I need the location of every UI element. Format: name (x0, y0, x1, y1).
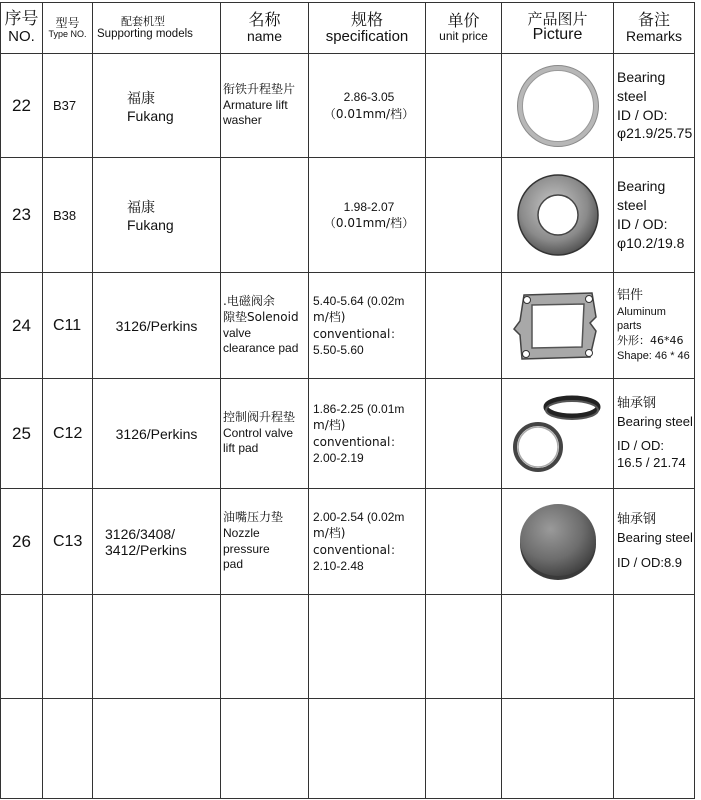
supporting-model: 3126/Perkins (93, 273, 221, 379)
empty-cell (221, 595, 309, 699)
table-row (1, 489, 695, 595)
header-name (221, 3, 309, 54)
supporting-model (93, 489, 221, 595)
remark-line: ID / OD: (617, 216, 668, 232)
product-name (221, 379, 309, 489)
row-number: 24 (1, 273, 43, 379)
product-name-cn: 控制阀升程垫 (223, 410, 296, 425)
header-pic-en: Picture (532, 26, 583, 44)
remark-line: steel (617, 87, 647, 104)
supporting-model-en: Fukang (127, 107, 174, 124)
empty-cell (93, 699, 221, 799)
supporting-model-cn: 福康 (127, 90, 155, 107)
product-name-en: lift pad (223, 441, 259, 456)
spec-conventional-label: conventional： (313, 434, 403, 449)
flat-washer-icon (515, 172, 601, 258)
remark-line: Aluminum (617, 305, 666, 318)
remark-line: parts (617, 320, 642, 333)
product-name (221, 273, 309, 379)
empty-cell (614, 595, 695, 699)
header-spec-en: specification (325, 27, 409, 45)
spec-step: （0.01mm/档） (323, 106, 415, 121)
header-rem-en: Remarks (625, 28, 682, 45)
spec-step: m/档) (313, 418, 346, 433)
table-row (1, 54, 695, 158)
remark-line: Bearing steel (617, 413, 693, 429)
empty-cell (1, 595, 43, 699)
specification (309, 273, 426, 379)
remark-line: ID / OD: (617, 106, 668, 123)
product-name (221, 489, 309, 595)
header-pic-cn: 产品图片 (527, 9, 588, 28)
empty-cell (426, 699, 502, 799)
header-price-cn: 单价 (447, 11, 480, 31)
table-row (1, 379, 695, 489)
remarks (614, 379, 695, 489)
product-name-en: pressure (223, 541, 270, 556)
product-name-en: Control valve (223, 425, 294, 440)
remark-line: Bearing (617, 68, 666, 85)
unit-price-cell (426, 489, 502, 595)
product-name-en: pad (223, 557, 244, 572)
header-type-en: Type NO. (48, 28, 87, 39)
table-row (1, 158, 695, 273)
header-remarks (614, 3, 695, 54)
spec-range: 1.86-2.25 (0.01m (313, 402, 405, 417)
empty-cell (43, 595, 93, 699)
row-number: 23 (1, 158, 43, 273)
remark-line: ID / OD: (617, 437, 664, 453)
supporting-model: 3126/Perkins (93, 379, 221, 489)
remarks (614, 489, 695, 595)
remarks (614, 273, 695, 379)
product-name-line: 隙垫Solenoid (223, 309, 299, 324)
header-no-cn: 序号 (4, 9, 39, 30)
empty-cell (309, 699, 426, 799)
header-type (43, 3, 93, 54)
type-number: C11 (43, 273, 93, 379)
header-specification (309, 3, 426, 54)
table-row-empty (1, 699, 695, 799)
unit-price-cell (426, 158, 502, 273)
type-number: B38 (43, 158, 93, 273)
product-name-line: .电磁阀余 (223, 294, 275, 309)
product-name (221, 158, 309, 273)
product-name-line: valve (223, 325, 252, 340)
header-price-en: unit price (439, 29, 488, 44)
remark-line: 外形：46*46 (617, 334, 684, 348)
unit-price-cell (426, 379, 502, 489)
empty-cell (426, 595, 502, 699)
row-number: 25 (1, 379, 43, 489)
supporting-model-line: 3412/Perkins (105, 541, 187, 558)
empty-cell (614, 699, 695, 799)
product-picture (502, 273, 614, 379)
remark-line: ID / OD:8.9 (617, 555, 683, 571)
header-rem-cn: 备注 (637, 10, 670, 30)
header-sup-en: Supporting models (97, 27, 193, 40)
remark-line: φ21.9/25.75 (617, 125, 693, 142)
solid-disc-icon (515, 499, 601, 585)
unit-price-cell (426, 273, 502, 379)
remarks (614, 158, 695, 273)
supporting-model (93, 54, 221, 158)
product-name-cn: 油嘴压力垫 (223, 510, 284, 525)
empty-cell (1, 699, 43, 799)
spec-conventional-label: conventional： (313, 542, 403, 557)
product-name (221, 54, 309, 158)
empty-cell (221, 699, 309, 799)
remark-line: 轴承钢 (617, 512, 657, 528)
product-name-en: Armature lift (223, 97, 288, 112)
remark-line: 铝件 (617, 288, 644, 304)
empty-cell (43, 699, 93, 799)
remark-line: φ10.2/19.8 (617, 234, 685, 251)
remark-line: 16.5 / 21.74 (617, 455, 686, 471)
specification (309, 379, 426, 489)
remark-line: Bearing (617, 178, 666, 195)
specification (309, 489, 426, 595)
specification (309, 158, 426, 273)
unit-price-cell (426, 54, 502, 158)
header-no-en: NO. (8, 28, 35, 46)
empty-cell (309, 595, 426, 699)
product-name-cn: 衔铁升程垫片 (223, 82, 296, 97)
product-name-en: washer (223, 113, 262, 128)
spec-range: 2.00-2.54 (0.02m (313, 510, 405, 525)
header-unit-price (426, 3, 502, 54)
spec-range: 5.40-5.64 (0.02m (313, 294, 405, 309)
specification (309, 54, 426, 158)
spec-range: 2.86-3.05 (343, 90, 395, 105)
table-row (1, 273, 695, 379)
empty-cell (502, 595, 614, 699)
lift-pad-rings-icon (508, 389, 608, 479)
header-name-cn: 名称 (248, 10, 281, 30)
thin-washer-ring-icon (515, 63, 601, 149)
spec-step: （0.01mm/档） (323, 216, 415, 230)
product-name-line: clearance pad (223, 341, 299, 356)
type-number: C13 (43, 489, 93, 595)
product-name-en: Nozzle (223, 525, 260, 540)
spec-conventional-label: conventional： (313, 326, 403, 341)
type-number: C12 (43, 379, 93, 489)
spec-step: m/档) (313, 310, 346, 325)
header-row (1, 3, 695, 54)
spec-range: 1.98-2.07 (343, 199, 395, 214)
header-sup-cn: 配套机型 (121, 15, 165, 29)
header-spec-cn: 规格 (350, 9, 383, 29)
header-name-en: name (246, 28, 283, 45)
spec-step: m/档) (313, 526, 346, 541)
empty-cell (502, 699, 614, 799)
remark-line: 轴承钢 (617, 396, 657, 412)
row-number: 26 (1, 489, 43, 595)
row-number: 22 (1, 54, 43, 158)
product-picture (502, 54, 614, 158)
type-number: B37 (43, 54, 93, 158)
product-picture (502, 379, 614, 489)
supporting-model-line: 3126/3408/ (105, 525, 176, 542)
spec-conventional-value: 2.10-2.48 (313, 558, 364, 573)
remark-line: Shape: 46 * 46 (617, 350, 690, 363)
remark-line: steel (617, 197, 647, 214)
remark-line: Bearing steel (617, 529, 693, 545)
header-type-cn: 型号 (55, 15, 80, 30)
product-picture (502, 158, 614, 273)
remarks (614, 54, 695, 158)
spec-conventional-value: 5.50-5.60 (313, 342, 364, 357)
product-table (0, 2, 695, 799)
spec-conventional-value: 2.00-2.19 (313, 450, 364, 465)
header-supporting-models (93, 3, 221, 54)
header-no (1, 3, 43, 54)
header-picture (502, 3, 614, 54)
product-picture (502, 489, 614, 595)
supporting-model-en: Fukang (127, 217, 174, 233)
table-row-empty (1, 595, 695, 699)
supporting-model (93, 158, 221, 273)
square-gasket-icon (510, 283, 606, 369)
supporting-model-cn: 福康 (127, 200, 155, 216)
empty-cell (93, 595, 221, 699)
